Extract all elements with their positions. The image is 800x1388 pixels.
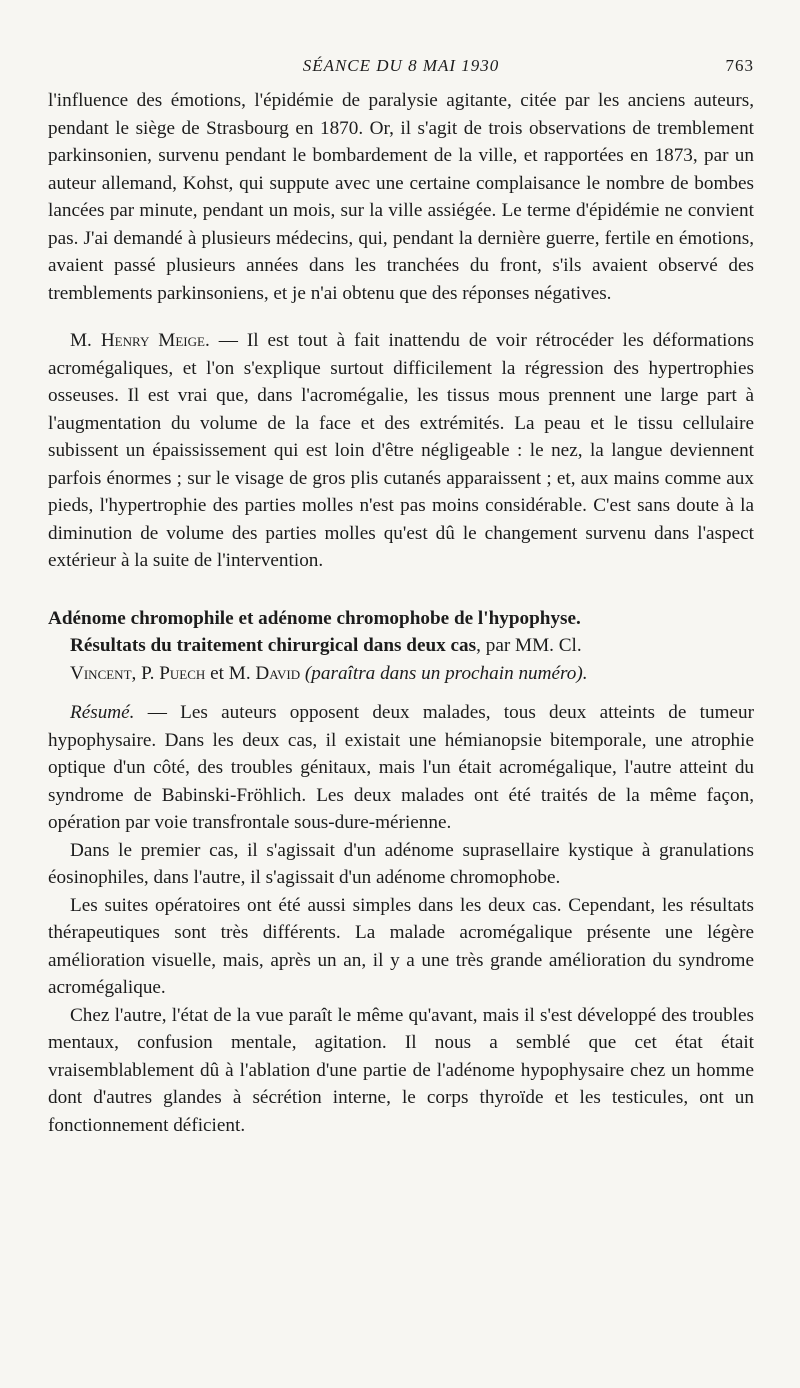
- speaker-text: Il est tout à fait inattendu de voir rétrocéder les déformations acromégaliques, et l'on s'explique surtout difficilement la régression des hypertrophies osseuses. Il est vrai que, dans l'acromégalie, les tissus mous prennent une large part à l'augmentation du volume de la face et des extrémités. La peau et le tissu cellulaire subissent un épaississement qui est loin d'être négligeable : le nez, la langue deviennent parfois énormes ; sur le visage de gros plis cutanés apparaissent ; et, aux mains comme aux pieds, l'hypertrophie des parties molles n'est pas moins considérable. C'est sans doute à la diminution de volume des parties molles qu'est dû le changement survenu dans l'aspect extérieur à la suite de l'intervention.: [48, 330, 755, 571]
- summary-paragraph-3: Les suites opératoires ont été aussi simples dans les deux cas. Cependant, les résultats thérapeutiques sont très différents. La malade acromégalique présente une légère amélioration visuelle, mais, après un an, il y a une très grande amélioration du syndrome acromégalique.: [48, 894, 754, 998]
- communication-title-line2: [48, 632, 754, 660]
- author-separator-2: et M.: [205, 662, 256, 684]
- author-david: David: [255, 662, 301, 684]
- author-puech: Puech: [159, 662, 206, 684]
- page-number: 763: [725, 56, 754, 75]
- henry-meige-remark-paragraph: [48, 327, 754, 575]
- author-vincent: Vincent: [70, 662, 132, 684]
- summary-paragraph-4: Chez l'autre, l'état de la vue paraît le même qu'avant, mais il s'est développé des troubles mentaux, confusion mentale, agitation. Il nous a semblé que cet état était vraisemblablement dû à l'ablation d'une partie de l'adénome hypophysaire chez un homme dont d'autres glandes à sécrétion interne, le corps thyroïde et les testicules, ont un fonctionnement déficient.: [48, 1004, 754, 1136]
- speaker-name: Henry Meige: [100, 330, 205, 351]
- summary-paragraph-1: [48, 699, 754, 837]
- summary-p1-text: Les auteurs opposent deux malades, tous deux atteints de tumeur hypophysaire. Dans les deux cas, il existait une hémianopsie bitemporale, une atrophie optique d'un côté, des troubles génitaux, mais l'un était acromégalique, l'autre atteint du syndrome de Babinski-Fröhlich. Les deux malades ont été traités de la même façon, opération par voie transfrontale sous-dure-mérienne.: [48, 702, 754, 833]
- running-header: [48, 56, 754, 84]
- communication-title-line1: Adénome chromophile et adénome chromophobe de l'hypophyse.: [48, 607, 581, 629]
- speaker-prefix: M.: [70, 330, 101, 351]
- communication-authors-line: [48, 660, 754, 688]
- discussion-continuation-paragraph: l'influence des émotions, l'épidémie de paralysie agitante, citée par les anciens auteurs, pendant le siège de Strasbourg en 1870. Or, il s'agit de trois observations de tremblement parkinsonien, survenu pendant le bombardement de la ville, et rapportées en 1873, par un auteur allemand, Kohst, qui suppute avec une certaine complaisance le nombre de bombes lancées par minute, pendant un mois, sur la ville assiégée. Le terme d'épidémie ne convient pas. J'ai demandé à plusieurs médecins, qui, pendant la dernière guerre, fertile en émotions, avaient passé plusieurs années dans les tranchées du front, s'ils avaient observé des tremblements parkinsoniens, et je n'ai obtenu que des réponses négatives.: [48, 90, 754, 304]
- communication-title-bold-part: Résultats du traitement chirurgical dans deux cas: [70, 635, 477, 656]
- speaker-separator: . —: [204, 330, 247, 351]
- communication-title-rest: , par MM. Cl.: [476, 635, 582, 656]
- summary-paragraph-2: Dans le premier cas, il s'agissait d'un adénome suprasellaire kystique à granulations éosinophiles, dans l'autre, il s'agissait d'un adénome chromophobe.: [48, 839, 754, 888]
- running-title: SÉANCE DU 8 MAI 1930: [302, 56, 500, 75]
- author-separator-1: , P.: [131, 662, 160, 684]
- communication-heading: [48, 605, 754, 688]
- forthcoming-note: (paraîtra dans un prochain numéro).: [300, 662, 588, 684]
- resume-label: Résumé.: [70, 702, 135, 723]
- resume-separator: —: [134, 702, 181, 723]
